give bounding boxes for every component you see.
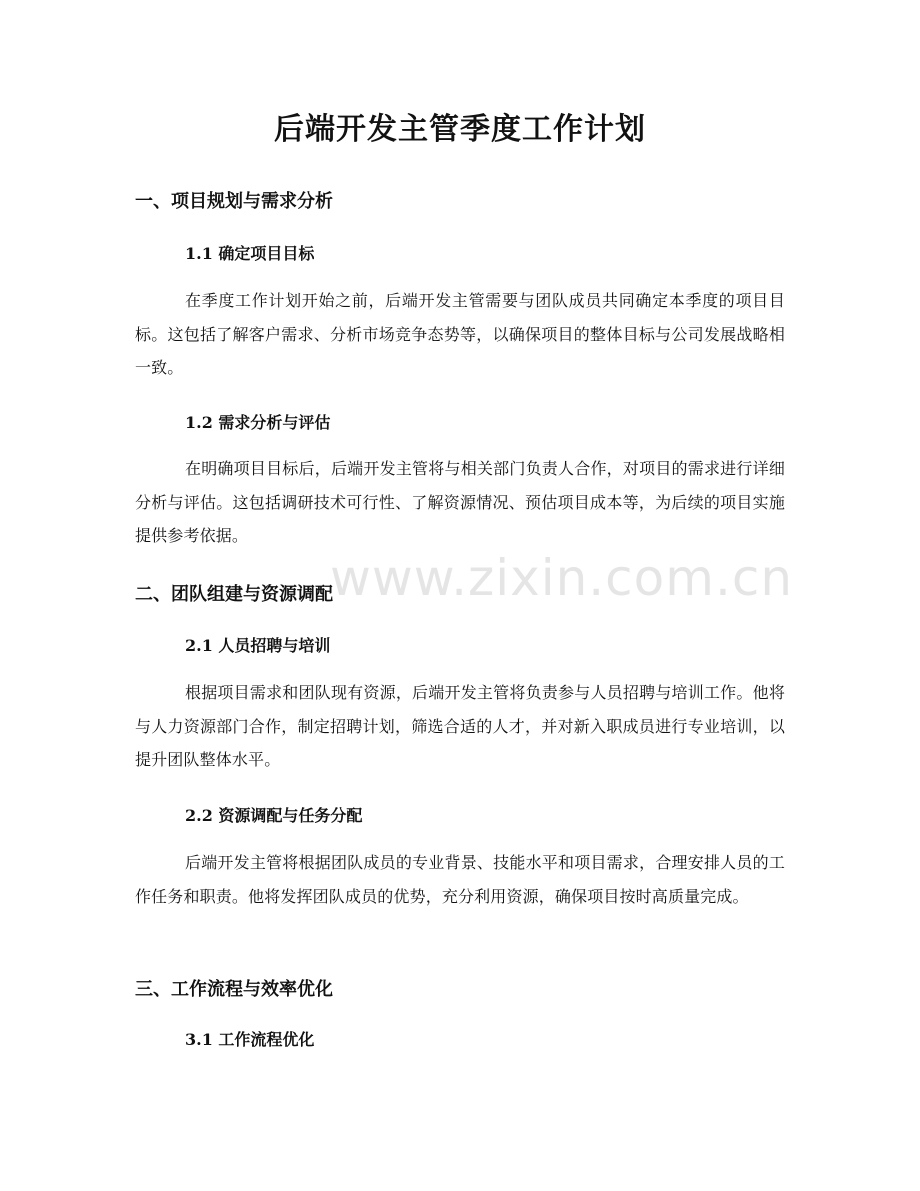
- document-title: 后端开发主管季度工作计划: [274, 112, 646, 147]
- watermark-text: www.zixin.com.cn: [330, 549, 794, 607]
- paragraph-1-1: 在季度工作计划开始之前，后端开发主管需要与团队成员共同确定本季度的项目目标。这包括了解客户需求、分析市场竞争态势等，以确保项目的整体目标与公司发展战略相一致。: [135, 291, 785, 377]
- subsection-heading-1-1: 1.1 确定项目目标: [185, 244, 315, 263]
- section-heading-2: 二、团队组建与资源调配: [135, 584, 333, 605]
- subsection-heading-2-2: 2.2 资源调配与任务分配: [185, 806, 363, 825]
- subsection-heading-2-1: 2.1 人员招聘与培训: [185, 636, 331, 655]
- paragraph-2-2: 后端开发主管将根据团队成员的专业背景、技能水平和项目需求，合理安排人员的工作任务和职责。他将发挥团队成员的优势，充分利用资源，确保项目按时高质量完成。: [135, 853, 785, 906]
- section-heading-1: 一、项目规划与需求分析: [135, 191, 333, 212]
- subsection-heading-3-1: 3.1 工作流程优化: [185, 1030, 315, 1049]
- paragraph-1-2: 在明确项目目标后，后端开发主管将与相关部门负责人合作，对项目的需求进行详细分析与评估。这包括调研技术可行性、了解资源情况、预估项目成本等，为后续的项目实施提供参考依据。: [135, 459, 785, 545]
- paragraph-2-1: 根据项目需求和团队现有资源，后端开发主管将负责参与人员招聘与培训工作。他将与人力资源部门合作，制定招聘计划，筛选合适的人才，并对新入职成员进行专业培训，以提升团队整体水平。: [135, 683, 785, 769]
- section-heading-3: 三、工作流程与效率优化: [135, 979, 333, 1000]
- subsection-heading-1-2: 1.2 需求分析与评估: [185, 413, 331, 432]
